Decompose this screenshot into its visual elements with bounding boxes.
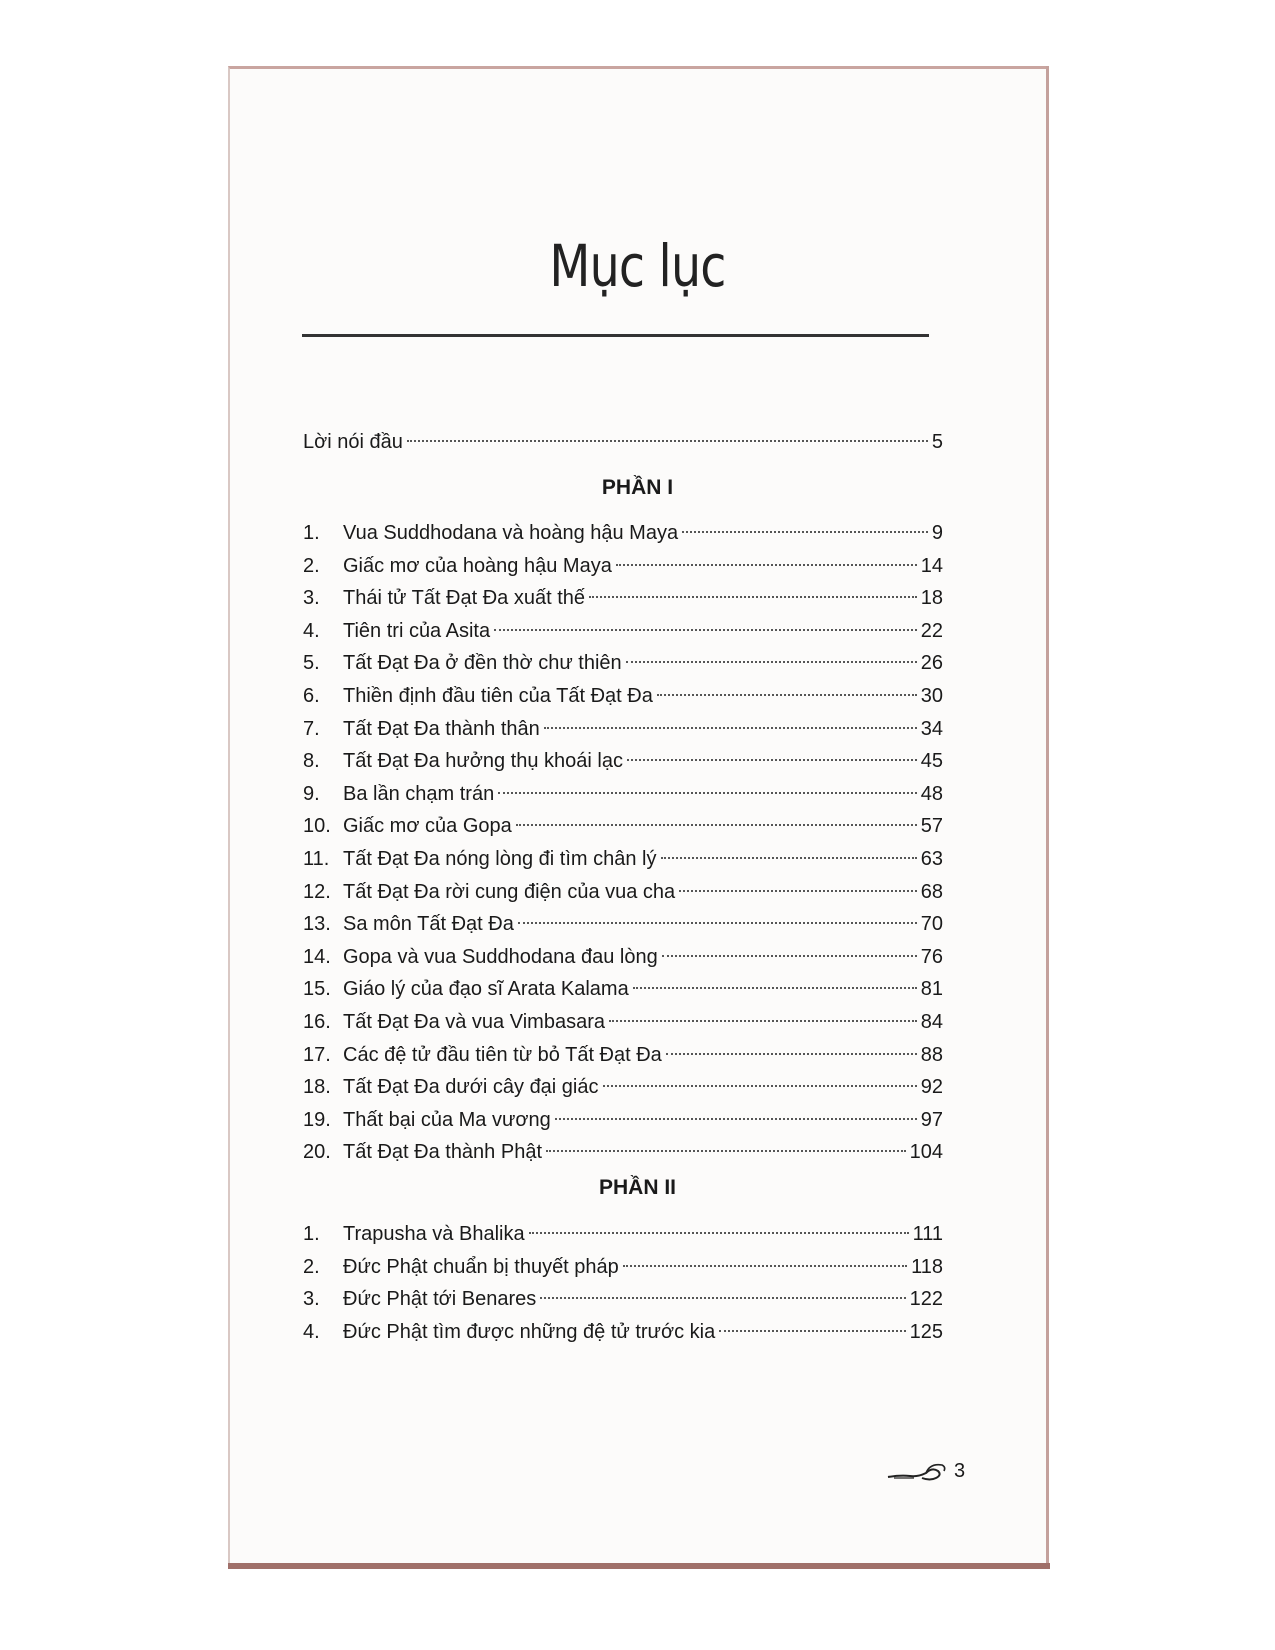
- toc-entry-number: 3.: [303, 1288, 320, 1311]
- toc-entry: [303, 1251, 943, 1283]
- dot-leader: [498, 792, 917, 794]
- dot-leader: [609, 1020, 917, 1022]
- toc-entry: [303, 778, 943, 810]
- toc-entry-label: Tất Đạt Đa hưởng thụ khoái lạc: [343, 750, 623, 773]
- dot-leader: [661, 857, 917, 859]
- toc-entry-number: 9.: [303, 782, 320, 805]
- toc-entry-page: 111: [912, 1223, 943, 1245]
- toc-entry-page: 68: [920, 880, 943, 903]
- dot-leader: [555, 1118, 917, 1120]
- toc-entry-page: 81: [920, 978, 943, 1001]
- toc-entry-number: 1.: [303, 1223, 320, 1245]
- toc-entry: [303, 1218, 943, 1250]
- toc-entry-page: 76: [920, 945, 943, 968]
- toc-entry-page: 125: [909, 1320, 943, 1343]
- toc-entry-page: 45: [920, 750, 943, 773]
- toc-entry: [303, 713, 943, 745]
- title-divider: [302, 334, 929, 337]
- toc-entry-label: Tất Đạt Đa thành thân: [343, 717, 540, 740]
- toc-entry-label: Giáo lý của đạo sĩ Arata Kalama: [343, 978, 629, 1001]
- toc-entry-page: 118: [911, 1255, 943, 1278]
- toc-entry-label: Tất Đạt Đa dưới cây đại giác: [343, 1076, 599, 1099]
- dot-leader: [603, 1085, 917, 1087]
- toc-entry-label: Thất bại của Ma vương: [343, 1108, 551, 1131]
- toc-entry-number: 15.: [303, 978, 331, 1001]
- dot-leader: [494, 629, 917, 631]
- toc-entry-page: 18: [920, 587, 943, 610]
- toc-entry-label: Đức Phật tìm được những đệ tử trước kia: [343, 1320, 716, 1343]
- toc-entry-label: Tất Đạt Đa và vua Vimbasara: [343, 1011, 605, 1033]
- page-number: 3: [954, 1460, 966, 1482]
- scroll-ornament-icon: [886, 1461, 950, 1483]
- toc-entry-number: 20.: [303, 1141, 331, 1164]
- toc-entry: [303, 908, 943, 940]
- toc-entry: [303, 647, 943, 679]
- toc-entry-number: 3.: [303, 587, 320, 610]
- toc-entry-page: 84: [920, 1011, 943, 1033]
- toc-entry-label: Tất Đạt Đa ở đền thờ chư thiên: [343, 652, 622, 675]
- toc-entry: [303, 745, 943, 777]
- toc-entry-number: 4.: [303, 619, 320, 642]
- dot-leader: [516, 824, 917, 826]
- dot-leader: [657, 694, 917, 696]
- toc-entry-page: 88: [920, 1043, 943, 1066]
- toc-entry: [303, 680, 943, 712]
- toc-entry-label: Thái tử Tất Đạt Đa xuất thế: [343, 587, 586, 610]
- toc-entry: [303, 973, 943, 1005]
- toc-entry-page: 104: [909, 1141, 943, 1164]
- toc-entry-page: 22: [920, 619, 943, 642]
- toc-entry-label: Ba lần chạm trán: [343, 782, 495, 805]
- toc-entry: [303, 1071, 943, 1103]
- dot-leader: [666, 1053, 917, 1055]
- toc-entry-number: 4.: [303, 1320, 320, 1343]
- dot-leader: [682, 531, 928, 533]
- toc-entry: [303, 876, 943, 908]
- toc-entry-number: 19.: [303, 1108, 331, 1131]
- toc-entry-page: 34: [920, 717, 943, 740]
- toc-entry-label: Trapusha và Bhalika: [343, 1223, 525, 1245]
- toc-entry-page: 26: [920, 652, 943, 675]
- toc-entry-number: 17.: [303, 1043, 331, 1066]
- toc-entry-number: 7.: [303, 717, 320, 740]
- toc-entry-label: Các đệ tử đầu tiên từ bỏ Tất Đạt Đa: [343, 1043, 662, 1066]
- dot-leader: [633, 987, 917, 989]
- dot-leader: [529, 1232, 909, 1234]
- page-title: Mục lục: [549, 232, 726, 300]
- dot-leader: [679, 890, 917, 892]
- page-footer: [886, 1460, 965, 1483]
- toc-entry: [303, 1006, 943, 1038]
- dot-leader: [627, 759, 917, 761]
- toc-entry-number: 11.: [303, 848, 330, 870]
- toc-entry: [303, 1316, 943, 1348]
- toc-entry-label: Giấc mơ của hoàng hậu Maya: [343, 554, 612, 577]
- toc-entry-number: 16.: [303, 1011, 331, 1033]
- toc-entry-label: Tất Đạt Đa nóng lòng đi tìm chân lý: [343, 848, 657, 870]
- toc-entry-label: Đức Phật tới Benares: [343, 1288, 537, 1311]
- dot-leader: [540, 1297, 905, 1299]
- toc-entry: [303, 941, 943, 973]
- toc-entry-label: Tiên tri của Asita: [343, 619, 491, 642]
- toc-entry-number: 8.: [303, 750, 320, 773]
- toc-entry-label: Vua Suddhodana và hoàng hậu Maya: [343, 522, 679, 544]
- toc-entry: [303, 1039, 943, 1071]
- toc-entry-page: 9: [931, 522, 943, 544]
- toc-entry-label: Giấc mơ của Gopa: [343, 815, 512, 838]
- toc-entry-label: Thiền định đầu tiên của Tất Đạt Đa: [343, 685, 653, 707]
- toc-entry-label: Gopa và vua Suddhodana đau lòng: [343, 945, 658, 968]
- toc-entry-page: 70: [920, 913, 943, 936]
- toc-entry-number: 6.: [303, 685, 320, 707]
- part-heading: PHẦN I: [601, 476, 674, 499]
- dot-leader: [662, 955, 917, 957]
- toc-entry: [303, 843, 943, 875]
- dot-leader: [623, 1265, 907, 1267]
- toc-entry-page: 57: [920, 815, 943, 838]
- toc-entry-number: 10.: [303, 815, 331, 838]
- toc-entry-page: 122: [909, 1288, 943, 1311]
- toc-entry-label: Đức Phật chuẩn bị thuyết pháp: [343, 1255, 619, 1278]
- toc-entry-page: 97: [920, 1108, 943, 1131]
- toc-entry: [303, 615, 943, 647]
- toc-entry-label: Tất Đạt Đa thành Phật: [343, 1141, 543, 1164]
- dot-leader: [544, 727, 917, 729]
- toc-entry-number: 2.: [303, 1255, 320, 1278]
- toc-entry: [303, 550, 943, 582]
- toc-entry-label: Sa môn Tất Đạt Đa: [343, 913, 514, 936]
- dot-leader: [616, 564, 917, 566]
- toc-entry: [303, 1136, 943, 1168]
- dot-leader: [518, 922, 917, 924]
- toc-entry-page: 48: [920, 782, 943, 805]
- toc-entry-page: 30: [920, 685, 943, 707]
- toc-entry: [303, 582, 943, 614]
- page-edge-bottom: [228, 1563, 1050, 1569]
- toc-entry-number: 1.: [303, 522, 320, 544]
- dot-leader: [589, 596, 917, 598]
- dot-leader: [719, 1330, 905, 1332]
- dot-leader: [626, 661, 917, 663]
- toc-entry: [303, 517, 943, 549]
- part-heading: PHẦN II: [598, 1176, 676, 1199]
- toc-entry-number: 2.: [303, 554, 320, 577]
- toc-entry-number: 12.: [303, 880, 331, 903]
- toc-entry-label: Tất Đạt Đa rời cung điện của vua cha: [343, 880, 676, 903]
- dot-leader: [546, 1150, 906, 1152]
- toc-entry-number: 18.: [303, 1076, 331, 1099]
- toc-entry-page: 14: [920, 554, 943, 577]
- toc-entry-number: 13.: [303, 913, 331, 936]
- toc-entry: [303, 1283, 943, 1315]
- toc-entry-number: 14.: [303, 945, 331, 968]
- toc-entry-label: Lời nói đầu: [303, 431, 403, 453]
- toc-entry-page: 63: [920, 848, 943, 870]
- dot-leader: [407, 440, 928, 442]
- toc-entry-preface: [303, 426, 943, 458]
- toc-entry-page: 92: [920, 1076, 943, 1099]
- toc-entry-page: 5: [931, 431, 943, 453]
- toc-entry: [303, 810, 943, 842]
- toc-entry-number: 5.: [303, 652, 320, 675]
- toc-entry: [303, 1104, 943, 1136]
